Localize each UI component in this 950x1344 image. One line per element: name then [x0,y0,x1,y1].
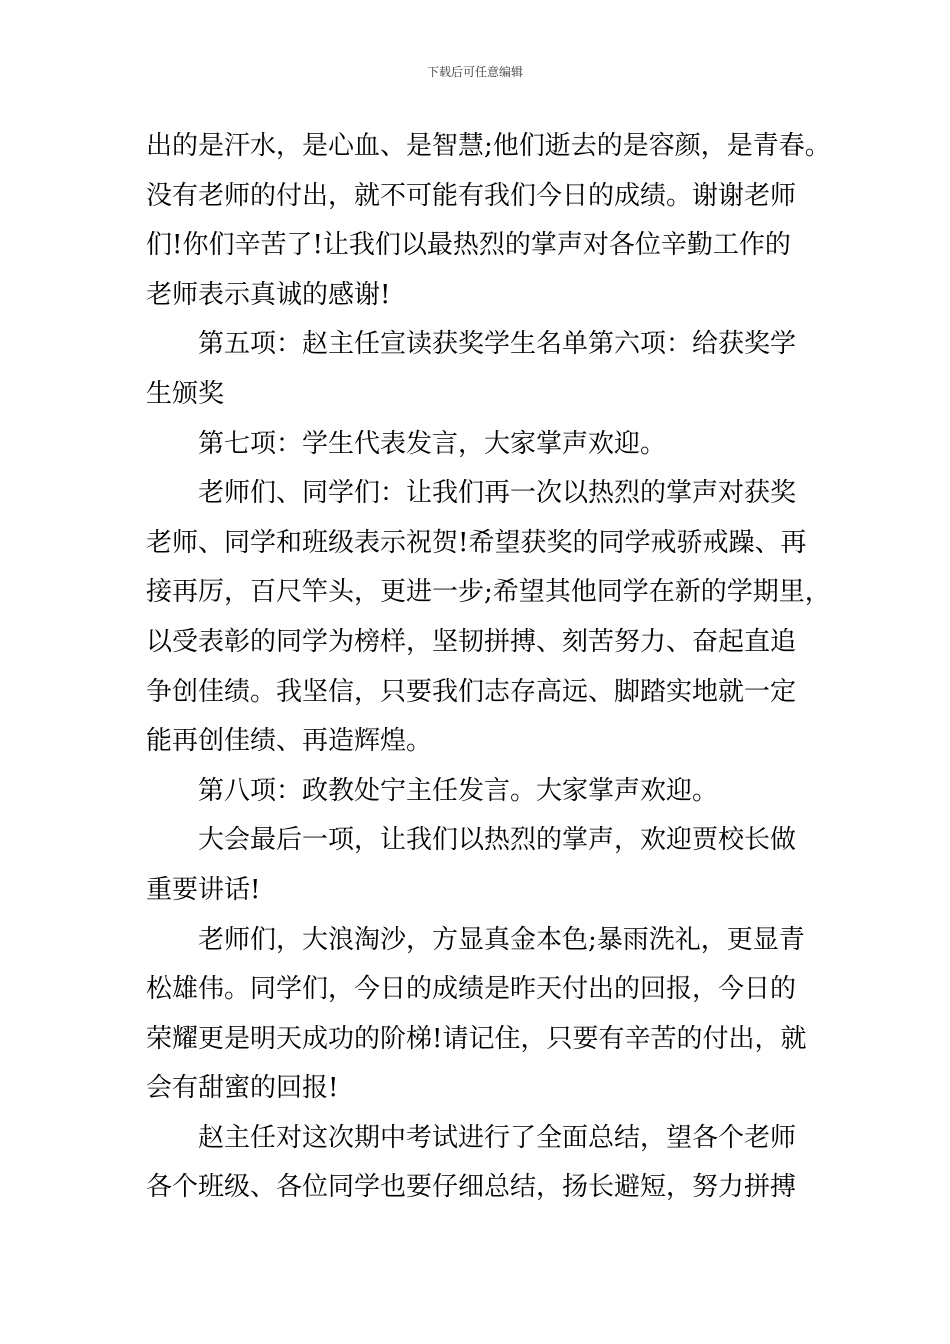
paragraph-item-7 [146,420,816,470]
text-line: 大会最后一项，让我们以热烈的掌声，欢迎贾校长做 [198,825,797,856]
text-line: 出的是汗水，是心血、是智慧;他们逝去的是容颜，是青春。 [146,131,831,161]
paragraph-closing-speech [146,916,816,1114]
text-line: 接再厉，百尺竿头，更进一步;希望其他同学在新的学期里， [146,577,831,608]
page-header-note: 下载后可任意编辑 [426,65,523,79]
text-line: 老师、同学和班级表示祝贺!希望获奖的同学戒骄戒躁、再 [146,527,807,558]
text-line: 赵主任对这次期中考试进行了全面总结，望各个老师 [198,1122,797,1153]
text-line: 老师们、同学们：让我们再一次以热烈的掌声对获奖 [198,478,797,509]
paragraph-item-8 [146,767,816,817]
document-body [146,122,831,1213]
paragraph-summary [146,1114,816,1213]
text-line: 争创佳绩。我坚信，只要我们志存高远、脚踏实地就一定 [146,676,797,707]
text-line: 老师们，大浪淘沙，方显真金本色;暴雨洗礼，更显青 [198,924,805,955]
text-line: 第五项：赵主任宣读获奖学生名单第六项：给获奖学 [198,329,797,360]
text-line: 没有老师的付出，就不可能有我们今日的成绩。谢谢老师 [146,180,797,211]
text-line: 松雄伟。同学们，今日的成绩是昨天付出的回报，今日的 [146,974,797,1005]
paragraph-1 [146,122,831,320]
text-line: 各个班级、各位同学也要仔细总结，扬长避短，努力拼搏 [146,1172,797,1203]
text-line: 会有甜蜜的回报! [146,1073,339,1104]
text-line: 以受表彰的同学为榜样，坚韧拼搏、刻苦努力、奋起直追 [146,626,797,657]
text-line: 重要讲话! [146,874,261,905]
paragraph-item-5 [146,320,816,419]
text-line: 生颁奖 [146,378,225,409]
paragraph-congratulations [146,469,831,767]
text-line: 荣耀更是明天成功的阶梯!请记住，只要有辛苦的付出，就 [146,1023,807,1054]
text-line: 能再创佳绩、再造辉煌。 [146,726,433,757]
text-line: 第八项：政教处宁主任发言。大家掌声欢迎。 [198,775,719,806]
text-line: 老师表示真诚的感谢! [146,279,391,310]
paragraph-final-item [146,816,816,915]
text-line: 第七项：学生代表发言，大家掌声欢迎。 [198,428,667,459]
text-line: 们!你们辛苦了!让我们以最热烈的掌声对各位辛勤工作的 [146,230,791,261]
